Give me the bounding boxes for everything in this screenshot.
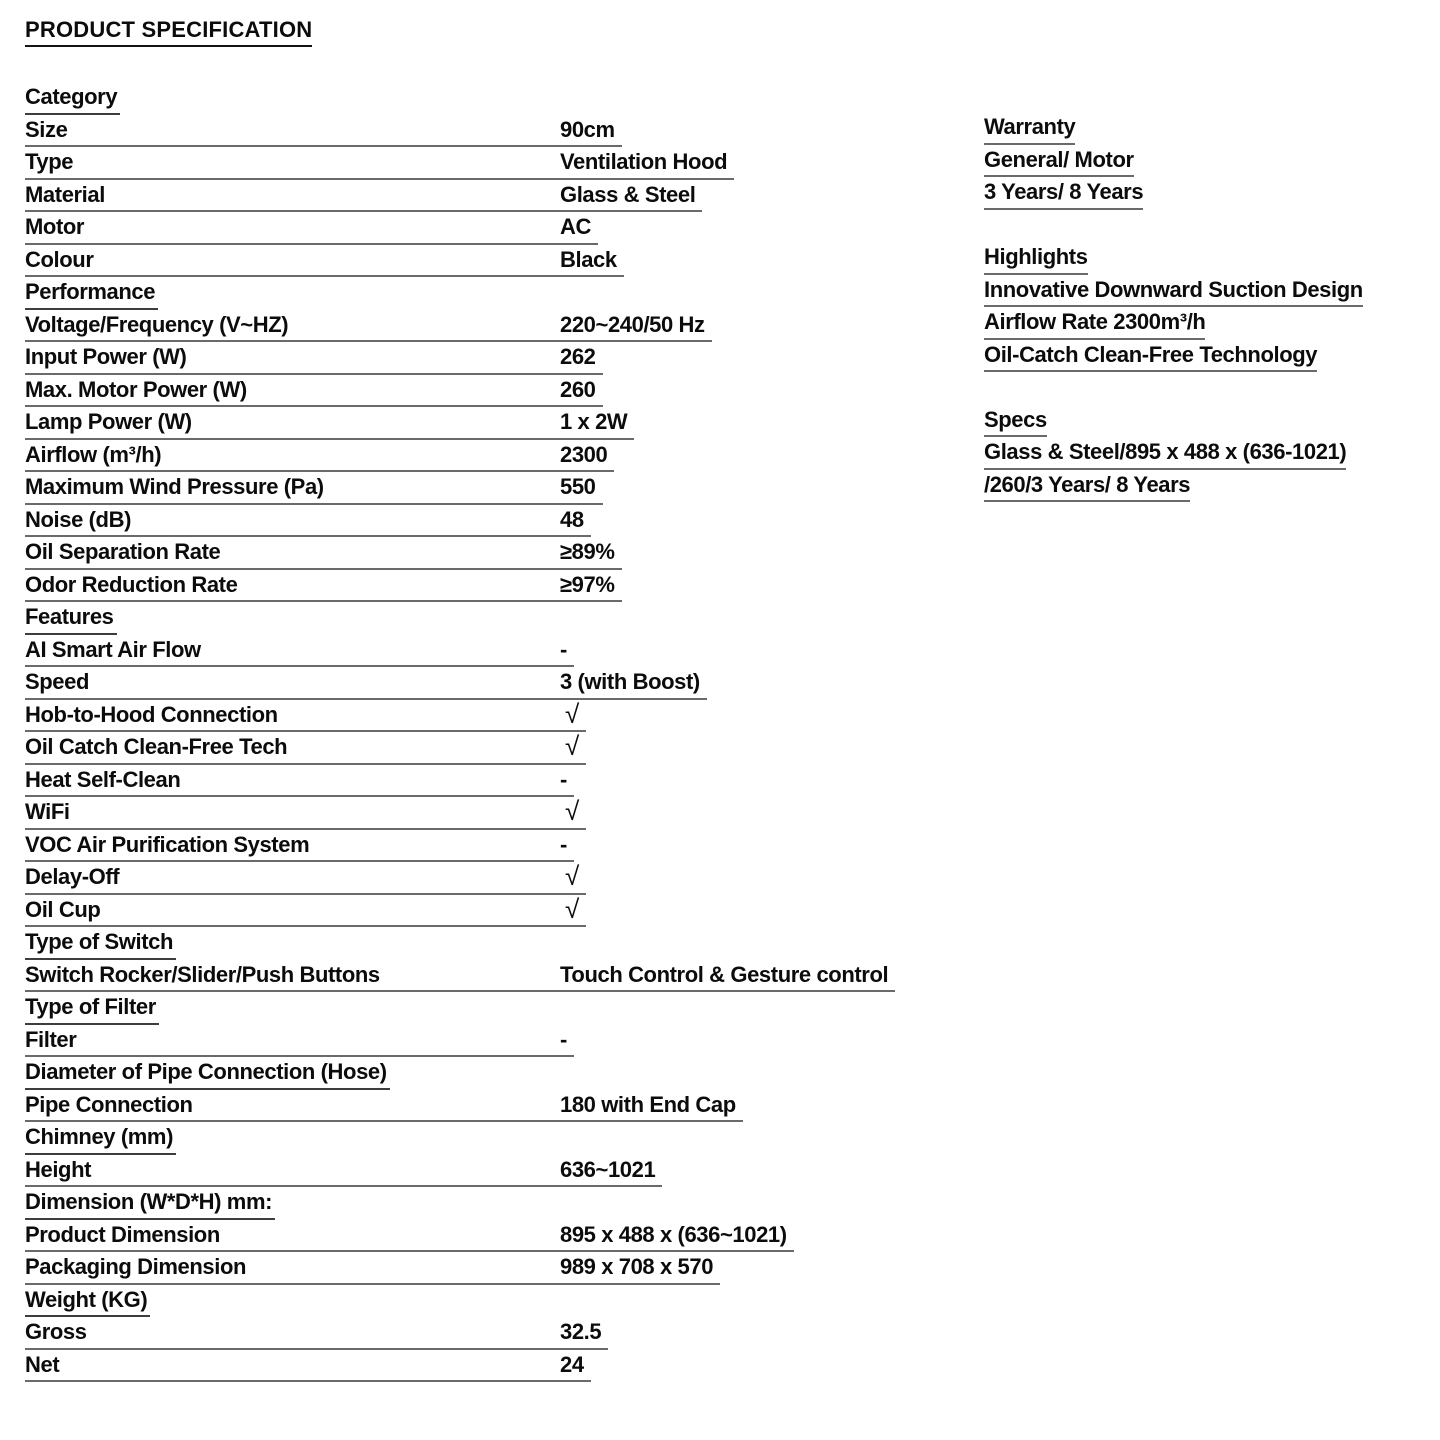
spec-label: Size: [25, 116, 68, 142]
spec-label: Material: [25, 181, 105, 207]
spec-row: [25, 1025, 574, 1058]
spec-row: [25, 472, 603, 505]
spec-row: [25, 1155, 662, 1188]
spec-row: [25, 635, 574, 668]
side-group: [984, 242, 1363, 372]
spec-label: Oil Catch Clean-Free Tech: [25, 734, 288, 759]
spec-value: 260: [560, 376, 596, 402]
spec-label: Product Dimension: [25, 1221, 220, 1247]
spec-row: [25, 732, 586, 765]
spec-value: 262: [560, 344, 596, 369]
spec-row: [25, 1252, 720, 1285]
spec-row: [25, 862, 586, 895]
spec-row: [25, 537, 622, 570]
spec-value: ≥97%: [560, 571, 615, 597]
section-header-row: [25, 992, 159, 1025]
spec-value: 90cm: [560, 116, 615, 142]
spec-value: 895 x 488 x (636~1021): [560, 1221, 787, 1247]
spec-label: Maximum Wind Pressure (Pa): [25, 474, 324, 499]
spec-label: Airflow (m³/h): [25, 441, 162, 467]
section-header-label: Chimney (mm): [25, 1124, 173, 1149]
section-header-row: [25, 277, 158, 310]
spec-value: Touch Control & Gesture control: [560, 961, 889, 987]
side-group-line: /260/3 Years/ 8 Years: [984, 470, 1190, 503]
spec-label: Net: [25, 1351, 60, 1377]
spec-row: [25, 765, 574, 798]
spec-row: [25, 375, 603, 408]
spec-value: ≥89%: [560, 539, 615, 564]
spec-value: -: [560, 831, 567, 857]
spec-value: 1 x 2W: [560, 409, 628, 434]
section-header-label: Category: [25, 84, 118, 109]
section-header-row: [25, 1057, 390, 1090]
spec-value: 550: [560, 474, 596, 499]
spec-label: Switch Rocker/Slider/Push Buttons: [25, 961, 380, 987]
spec-value: 220~240/50 Hz: [560, 311, 705, 337]
spec-value: Ventilation Hood: [560, 149, 728, 174]
spec-row: [25, 797, 586, 830]
spec-row: [25, 505, 591, 538]
spec-row: [25, 440, 614, 473]
spec-value: 48: [560, 506, 584, 532]
spec-value: AC: [560, 214, 591, 239]
spec-label: Oil Cup: [25, 896, 101, 922]
side-group-line: Innovative Downward Suction Design: [984, 275, 1363, 308]
side-group-line: General/ Motor: [984, 145, 1134, 178]
spec-row: [25, 1317, 608, 1350]
spec-value: Black: [560, 246, 617, 272]
side-group-line: 3 Years/ 8 Years: [984, 177, 1143, 210]
spec-label: Packaging Dimension: [25, 1254, 247, 1279]
spec-row: [25, 147, 734, 180]
spec-row: [25, 1350, 591, 1383]
spec-value: 180 with End Cap: [560, 1091, 736, 1117]
spec-row: [25, 245, 624, 278]
side-group-heading: Specs: [984, 405, 1047, 438]
spec-table: [25, 82, 895, 1382]
spec-label: Motor: [25, 214, 85, 239]
spec-value: Glass & Steel: [560, 181, 696, 207]
spec-value: 3 (with Boost): [560, 669, 700, 694]
spec-value: -: [560, 1026, 567, 1052]
spec-label: Filter: [25, 1026, 77, 1052]
checkmark-value: √: [565, 893, 579, 924]
spec-value: 989 x 708 x 570: [560, 1254, 714, 1279]
checkmark-value: √: [565, 861, 579, 891]
spec-row: [25, 115, 622, 148]
spec-row: [25, 960, 895, 993]
section-header-row: [25, 927, 176, 960]
spec-row: [25, 667, 707, 700]
section-header-label: Diameter of Pipe Connection (Hose): [25, 1059, 387, 1084]
spec-label: WiFi: [25, 799, 70, 824]
spec-row: [25, 830, 574, 863]
side-group-heading: Warranty: [984, 112, 1075, 145]
spec-label: Speed: [25, 669, 90, 694]
spec-label: Height: [25, 1156, 92, 1182]
spec-row: [25, 342, 603, 375]
spec-label: Hob-to-Hood Connection: [25, 701, 278, 727]
spec-value: 32.5: [560, 1319, 602, 1344]
spec-row: [25, 700, 586, 733]
spec-row: [25, 1090, 743, 1123]
section-header-row: [25, 1122, 176, 1155]
spec-label: Delay-Off: [25, 864, 120, 889]
side-group-line: Oil-Catch Clean-Free Technology: [984, 340, 1317, 373]
section-header-label: Features: [25, 604, 114, 629]
spec-label: AI Smart Air Flow: [25, 636, 201, 662]
section-header-row: [25, 1285, 150, 1318]
page-title: PRODUCT SPECIFICATION: [25, 15, 312, 47]
spec-label: Lamp Power (W): [25, 409, 192, 434]
side-group: [984, 405, 1363, 503]
spec-row: [25, 895, 586, 928]
checkmark-value: √: [565, 796, 579, 826]
spec-row: [25, 407, 634, 440]
spec-value: -: [560, 766, 567, 792]
spec-label: Voltage/Frequency (V~HZ): [25, 311, 289, 337]
spec-value: 24: [560, 1351, 584, 1377]
spec-row: [25, 310, 712, 343]
checkmark-value: √: [565, 731, 579, 761]
spec-label: Pipe Connection: [25, 1091, 193, 1117]
section-header-label: Type of Filter: [25, 994, 156, 1019]
side-group-line: Airflow Rate 2300m³/h: [984, 307, 1205, 340]
checkmark-value: √: [565, 698, 579, 729]
spec-label: Gross: [25, 1319, 87, 1344]
spec-label: Type: [25, 149, 74, 174]
section-header-row: [25, 1187, 275, 1220]
section-header-label: Type of Switch: [25, 929, 174, 954]
spec-value: 636~1021: [560, 1156, 656, 1182]
spec-label: Colour: [25, 246, 94, 272]
spec-label: Noise (dB): [25, 506, 132, 532]
spec-value: -: [560, 636, 567, 662]
side-group-heading: Highlights: [984, 242, 1088, 275]
spec-row: [25, 180, 702, 213]
section-header-label: Performance: [25, 279, 156, 304]
spec-label: VOC Air Purification System: [25, 831, 310, 857]
section-header-label: Weight (KG): [25, 1286, 148, 1312]
section-header-label: Dimension (W*D*H) mm:: [25, 1189, 273, 1214]
spec-value: 2300: [560, 441, 608, 467]
section-header-row: [25, 82, 120, 115]
spec-row: [25, 1220, 794, 1253]
spec-label: Odor Reduction Rate: [25, 571, 238, 597]
side-group: [984, 112, 1363, 210]
spec-label: Input Power (W): [25, 344, 187, 369]
side-group-line: Glass & Steel/895 x 488 x (636-1021): [984, 437, 1346, 470]
spec-label: Heat Self-Clean: [25, 766, 181, 792]
section-header-row: [25, 602, 117, 635]
side-panel: [984, 112, 1363, 535]
spec-label: Max. Motor Power (W): [25, 376, 247, 402]
spec-label: Oil Separation Rate: [25, 539, 221, 564]
spec-row: [25, 570, 622, 603]
spec-row: [25, 212, 598, 245]
